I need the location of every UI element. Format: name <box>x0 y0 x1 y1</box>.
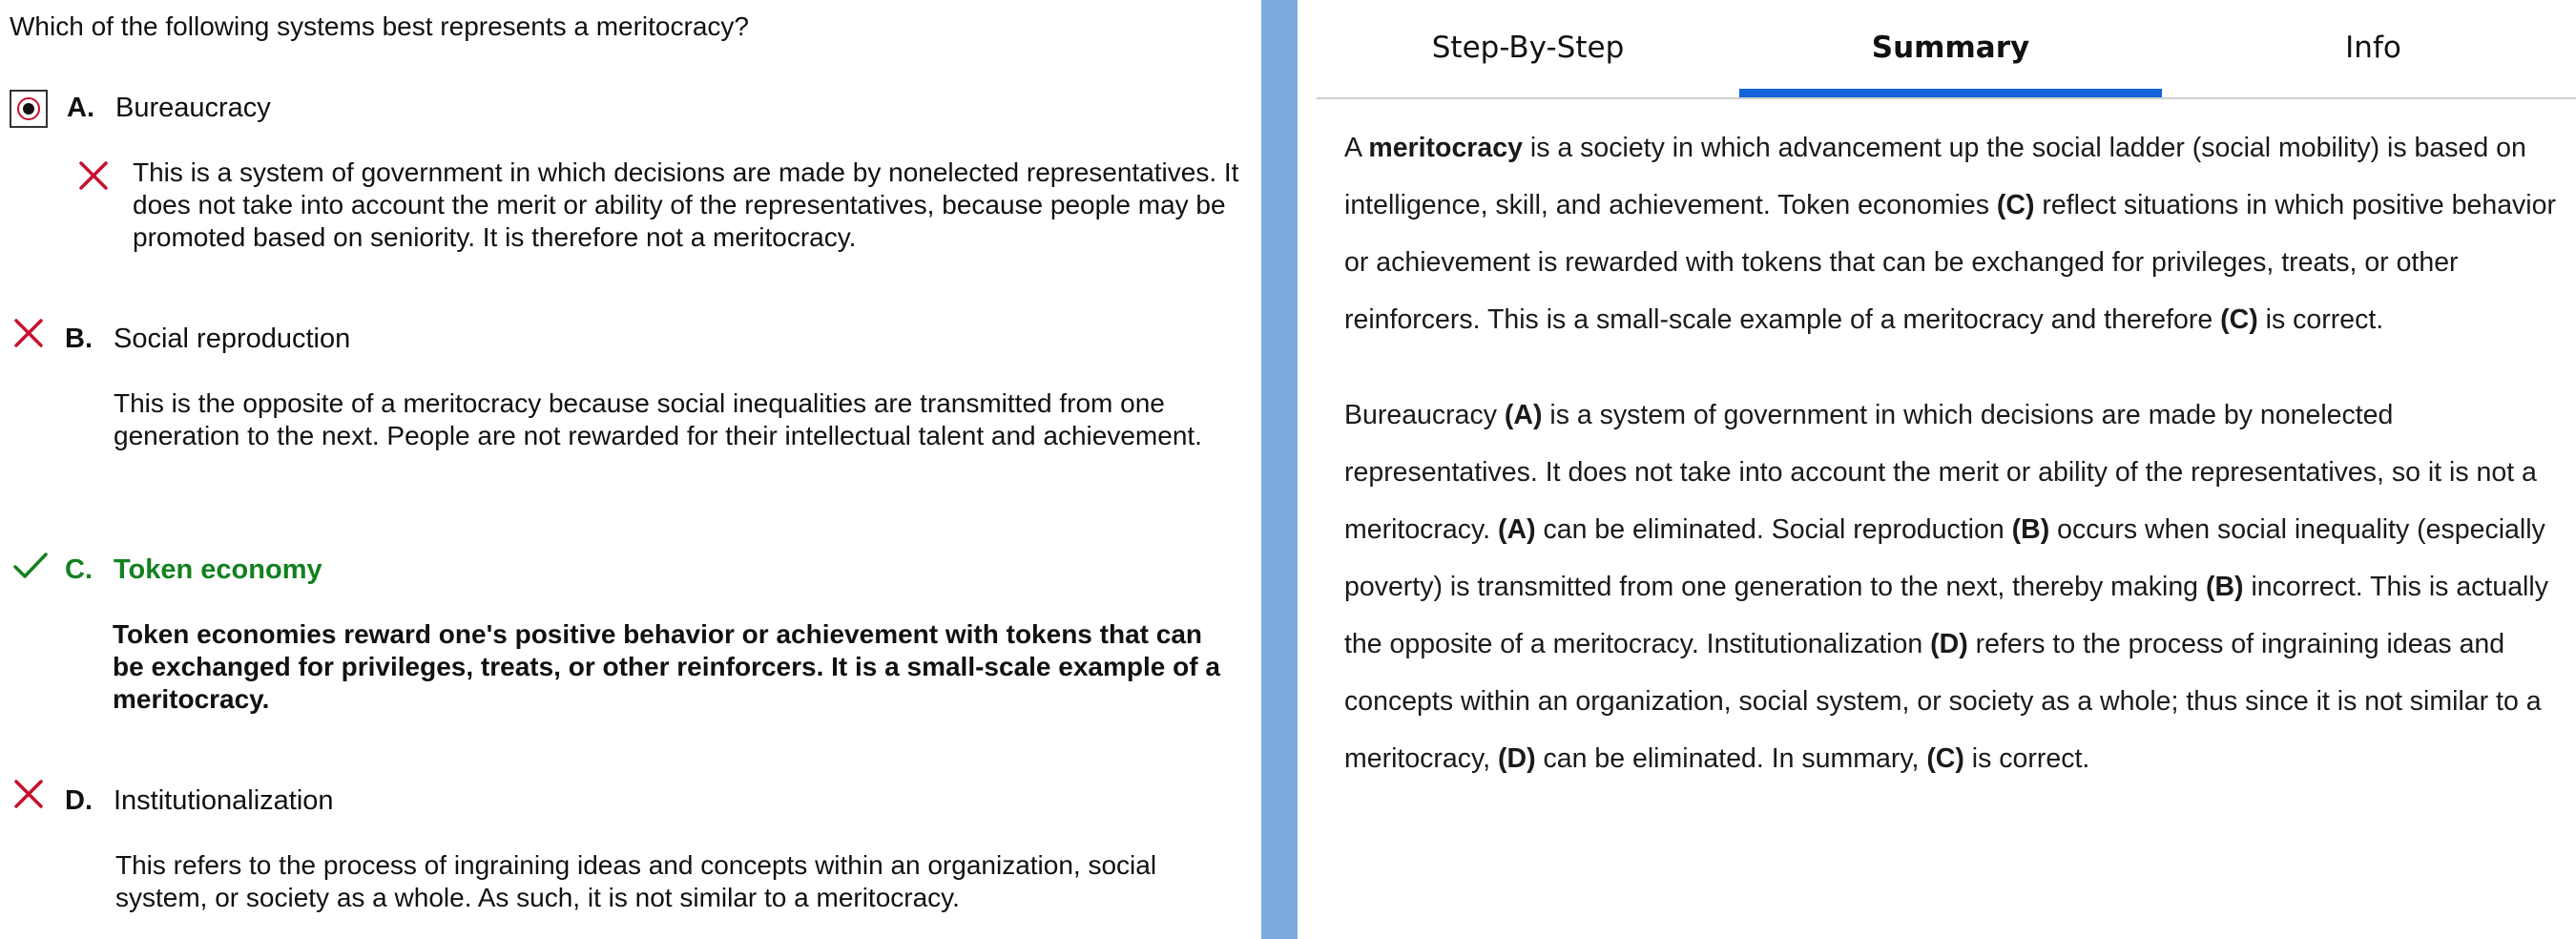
x-icon <box>76 158 111 193</box>
x-icon <box>11 777 46 811</box>
summary-segment: is a system of government in which decisions are made by nonelected representatives. It does not take into account the merit or ability of the representatives, so it is not a meritocracy. <box>1344 400 2537 545</box>
summary-segment: is correct. <box>1963 743 2090 774</box>
summary-segment: Bureaucracy <box>1344 400 1505 430</box>
question-text: Which of the following systems best represents a meritocracy? <box>10 11 749 41</box>
summary-segment: refers to the process of ingraining ideas and concepts within an organization, social system, or society as a whole; thus since it is not similar to a meritocracy, <box>1344 629 2542 774</box>
option-label: Social reproduction <box>114 323 351 354</box>
summary-segment: occurs when social inequality (especially poverty) is transmitted from one generation to the next, thereby making <box>1344 514 2545 602</box>
summary-emphasis: (C) <box>1996 190 2035 220</box>
summary-paragraph-2 <box>1344 386 2570 787</box>
summary-emphasis: (D) <box>1930 629 1968 659</box>
summary-emphasis: (C) <box>2220 304 2258 335</box>
tab-step-by-step[interactable]: Step-By-Step <box>1431 31 1625 65</box>
option-label: Institutionalization <box>114 785 334 816</box>
option-letter: A. <box>67 93 94 123</box>
summary-emphasis: (A) <box>1504 400 1543 430</box>
option-label: Bureaucracy <box>115 93 271 123</box>
tab-bar <box>1317 0 2576 99</box>
summary-emphasis: (B) <box>2205 572 2244 602</box>
summary-segment: can be eliminated. In summary, <box>1535 743 1927 774</box>
summary-text <box>1344 119 2570 825</box>
summary-emphasis: meritocracy <box>1368 133 1523 163</box>
summary-segment: is a society in which advancement up the social ladder (social mobility) is based on intelligence, skill, and achievement. Token economies <box>1344 133 2526 220</box>
panel-divider[interactable] <box>1261 0 1298 939</box>
summary-paragraph-1 <box>1344 119 2570 348</box>
tab-info[interactable]: Info <box>2345 31 2401 65</box>
option-letter: D. <box>65 785 93 816</box>
x-icon <box>11 316 46 350</box>
question-panel <box>0 0 1261 939</box>
summary-emphasis: (A) <box>1498 514 1536 545</box>
option-explanation: This is a system of government in which decisions are made by nonelected representatives. It does not take into account the merit or ability of the representatives, because people may be promoted based on seniority. It is therefore not a meritocracy. <box>133 157 1239 252</box>
radio-selected-icon[interactable] <box>10 90 48 128</box>
option-letter: C. <box>65 554 93 585</box>
option-explanation: Token economies reward one's positive behavior or achievement with tokens that can be exchanged for privileges, treats, or other reinforcers. It is a small-scale example of a meritocracy. <box>113 619 1220 714</box>
option-letter: B. <box>65 323 93 354</box>
summary-segment: reflect situations in which positive behavior or achievement is rewarded with tokens that can be exchanged for privileges, treats, or other reinforcers. This is a small-scale example of a meritocracy and therefore <box>1344 190 2556 335</box>
summary-emphasis: (D) <box>1498 743 1536 774</box>
summary-segment: can be eliminated. Social reproduction <box>1535 514 2012 545</box>
summary-segment: incorrect. This is actually the opposite of a meritocracy. Institutionalization <box>1344 572 2548 659</box>
option-label: Token economy <box>114 554 322 585</box>
check-icon <box>11 549 50 583</box>
summary-emphasis: (C) <box>1926 743 1964 774</box>
tab-summary[interactable]: Summary <box>1739 0 2162 95</box>
explanation-panel <box>1298 0 2576 939</box>
summary-emphasis: (B) <box>2011 514 2050 545</box>
option-explanation: This is the opposite of a meritocracy because social inequalities are transmitted from one generation to the next. People are not rewarded for their intellectual talent and achievement. <box>114 388 1202 450</box>
summary-segment: A <box>1344 133 1369 163</box>
option-explanation: This refers to the process of ingraining ideas and concepts within an organization, social system, or society as a whole. As such, it is not similar to a meritocracy. <box>115 850 1157 912</box>
summary-segment: is correct. <box>2257 304 2384 335</box>
